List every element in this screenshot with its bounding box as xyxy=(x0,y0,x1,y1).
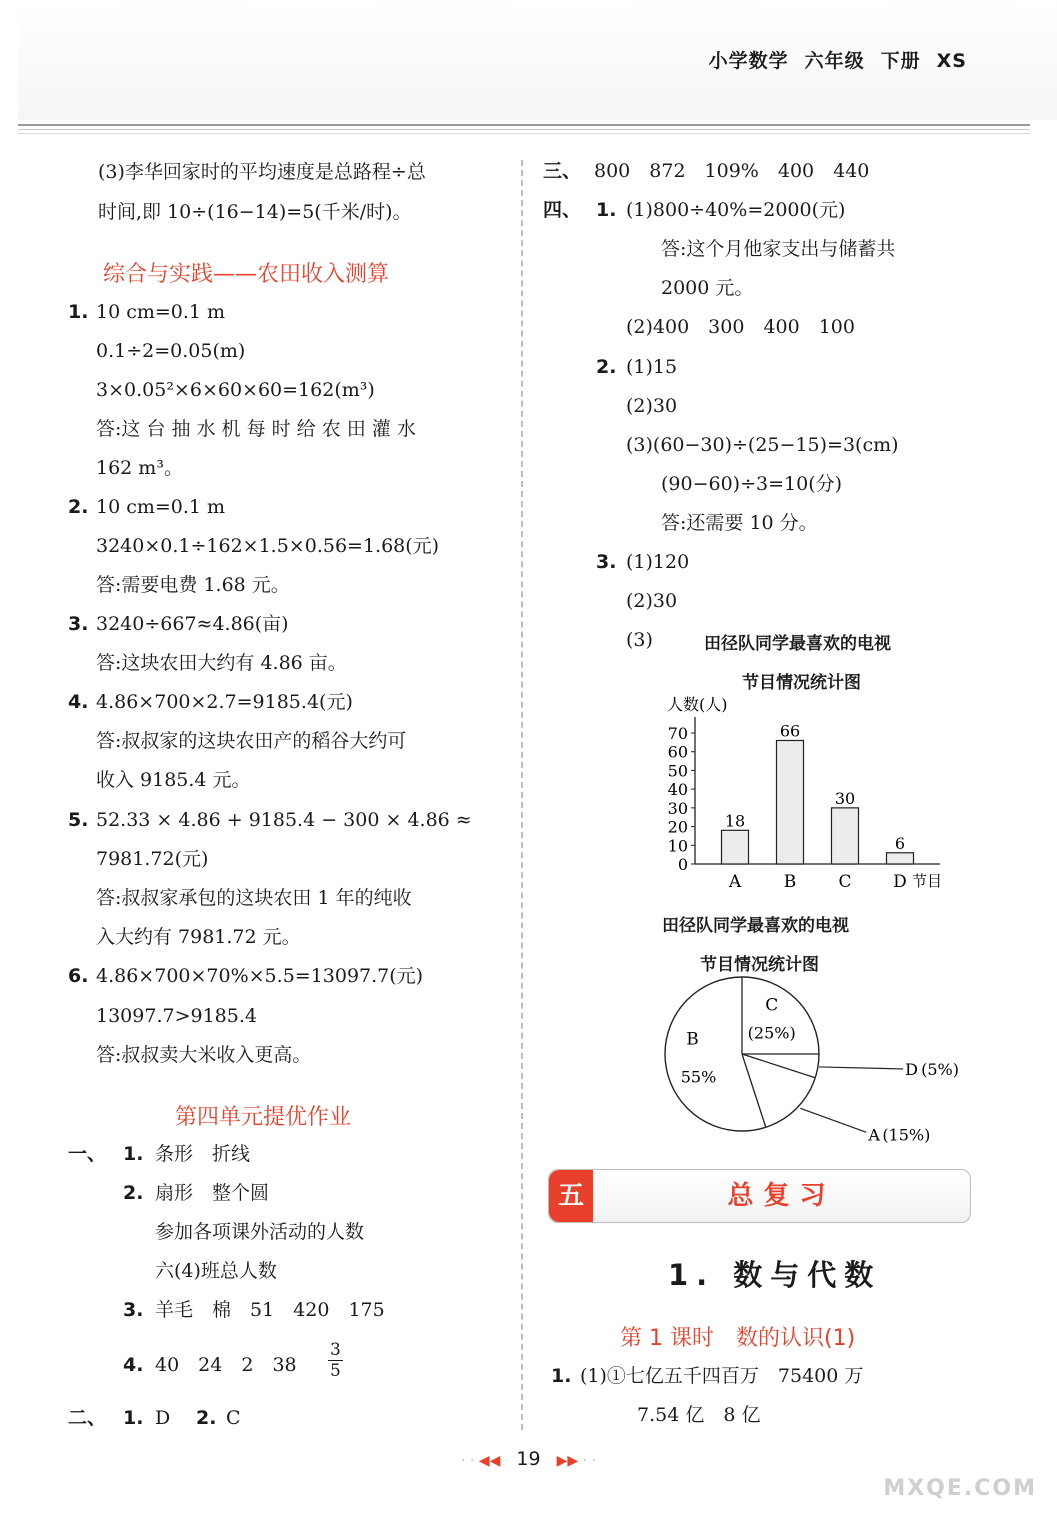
q2-answer: 答:需要电费 1.68 元。 xyxy=(96,574,290,596)
r3-line: (1)120 xyxy=(626,551,690,573)
r1-answer: 答:这个月他家支出与储蓄共 xyxy=(661,238,896,260)
topic-title: 1. 数与代数 xyxy=(668,1258,882,1292)
l1-line: (1)①七亿五千四百万 75400 万 xyxy=(580,1365,864,1387)
r2-line: (1)15 xyxy=(626,356,678,378)
y-tick-label: 50 xyxy=(667,761,688,781)
q2-line: 3240×0.1÷162×1.5×0.56=1.68(元) xyxy=(96,535,440,557)
part3-label: 三、 xyxy=(543,160,582,182)
q1-answer: 162 m³。 xyxy=(96,457,183,479)
part1-q4-text: 40 24 2 38 xyxy=(155,1354,297,1376)
pie-chart-title: 田径队同学最喜欢的电视 xyxy=(662,916,849,936)
q1-line: 10 cm=0.1 m xyxy=(96,301,226,323)
l1-line: 7.54 亿 8 亿 xyxy=(637,1404,761,1426)
q4-answer: 收入 9185.4 元。 xyxy=(96,769,251,791)
y-tick-label: 40 xyxy=(667,780,688,800)
pie-pct-b: 55% xyxy=(680,1067,717,1087)
pie-pct-a: (15%) xyxy=(882,1125,931,1145)
q4-line: 4.86×700×2.7=9185.4(元) xyxy=(96,691,353,713)
part1-item-number: 2. xyxy=(123,1182,144,1204)
q5-line: 52.33 × 4.86 + 9185.4 − 300 × 4.86 ≈ xyxy=(96,809,472,831)
chapter-banner xyxy=(548,1169,971,1223)
section-title-practice: 综合与实践——农田收入测算 xyxy=(103,262,390,287)
y-tick-label: 30 xyxy=(667,798,688,818)
q5-line: 7981.72(元) xyxy=(96,848,209,870)
y-tick-label: 60 xyxy=(667,742,688,762)
part2-label: 二、 xyxy=(68,1407,107,1429)
prev-dots: · · xyxy=(461,1453,479,1469)
r3-line: (3) xyxy=(626,629,653,651)
bar xyxy=(887,853,914,864)
intro-line-1: (3)李华回家时的平均速度是总路程÷总 xyxy=(98,161,426,183)
x-tick-label: A xyxy=(728,872,742,892)
header-rule-2 xyxy=(18,129,1030,130)
part1-item-text: 扇形 整个圆 xyxy=(155,1182,270,1204)
bar-value-label: 18 xyxy=(724,811,746,831)
bar xyxy=(832,808,859,864)
q2-number: 2. xyxy=(68,496,89,518)
pie-label-d: D xyxy=(905,1059,918,1079)
l1-number: 1. xyxy=(551,1365,572,1387)
pie-chart-subtitle: 节目情况统计图 xyxy=(700,955,819,975)
q5-answer: 入大约有 7981.72 元。 xyxy=(96,926,301,948)
q4-number: 4. xyxy=(68,691,89,713)
r3-line: (2)30 xyxy=(626,590,678,612)
pie-chart xyxy=(655,970,960,1145)
fraction xyxy=(328,1340,343,1381)
x-tick-label: C xyxy=(838,872,852,892)
r1-number: 1. xyxy=(596,199,617,221)
bar-chart-title: 田径队同学最喜欢的电视 xyxy=(704,634,891,654)
header-rule-3 xyxy=(18,133,1030,134)
q4-answer: 答:叔叔家的这块农田产的稻谷大约可 xyxy=(96,730,407,752)
x-axis-label: 节目 xyxy=(912,872,943,890)
q5-number: 5. xyxy=(68,809,89,831)
section-title-unit4: 第四单元提优作业 xyxy=(175,1105,352,1130)
header-rule xyxy=(18,124,1030,126)
header-subject: 小学数学 xyxy=(708,50,789,72)
r2-line: (90−60)÷3=10(分) xyxy=(661,473,843,495)
bar-chart xyxy=(655,690,955,895)
bar xyxy=(722,830,749,864)
r2-answer: 答:还需要 10 分。 xyxy=(661,512,818,534)
chapter-title: 总复习 xyxy=(727,1181,836,1211)
part2-number: 1. xyxy=(123,1407,144,1429)
part1-item-text: 六(4)班总人数 xyxy=(155,1260,277,1282)
fraction-denominator: 5 xyxy=(330,1361,341,1381)
r2-line: (2)30 xyxy=(626,395,678,417)
part1-item-text: 羊毛 棉 51 420 175 xyxy=(155,1299,385,1321)
q1-line: 0.1÷2=0.05(m) xyxy=(96,340,246,362)
q6-line: 13097.7>9185.4 xyxy=(96,1005,257,1027)
part3-answers: 800 872 109% 400 440 xyxy=(594,160,870,182)
part1-item-text: 条形 折线 xyxy=(155,1143,251,1165)
next-arrow-icon: ▶▶ xyxy=(556,1453,579,1469)
part2-answer: D xyxy=(155,1407,171,1429)
r1-answer: 2000 元。 xyxy=(661,277,754,299)
q3-line: 3240÷667≈4.86(亩) xyxy=(96,613,289,635)
part1-label: 一、 xyxy=(68,1143,107,1165)
pie-label-c: C xyxy=(765,995,779,1016)
header-edition: XS xyxy=(936,50,967,72)
q5-answer: 答:叔叔家承包的这块农田 1 年的纯收 xyxy=(96,887,412,909)
r1-line: (2)400 300 400 100 xyxy=(626,316,855,338)
lesson-title: 第 1 课时 数的认识(1) xyxy=(620,1326,856,1351)
pie-label-b: B xyxy=(686,1029,699,1050)
q3-number: 3. xyxy=(68,613,89,635)
page-header xyxy=(18,0,1057,120)
part1-item-text: 参加各项课外活动的人数 xyxy=(155,1221,365,1243)
watermark: MXQE.COM xyxy=(883,1476,1037,1501)
header-volume: 下册 xyxy=(880,50,921,72)
prev-arrow-icon: ◀◀ xyxy=(478,1453,501,1469)
q1-answer: 答:这 台 抽 水 机 每 时 给 农 田 灌 水 xyxy=(96,418,416,440)
r2-line: (3)(60−30)÷(25−15)=3(cm) xyxy=(626,434,899,456)
fraction-numerator: 3 xyxy=(330,1340,341,1360)
bar-value-label: 30 xyxy=(834,788,856,808)
x-tick-label: B xyxy=(783,872,797,892)
r2-number: 2. xyxy=(596,356,617,378)
y-tick-label: 20 xyxy=(667,817,688,837)
r1-line: (1)800÷40%=2000(元) xyxy=(626,199,846,221)
q3-answer: 答:这块农田大约有 4.86 亩。 xyxy=(96,652,347,674)
q6-number: 6. xyxy=(68,965,89,987)
page-footer xyxy=(0,1448,1057,1470)
header-grade: 六年级 xyxy=(804,50,865,72)
x-tick-label: D xyxy=(893,872,907,892)
r3-number: 3. xyxy=(596,551,617,573)
pie-pct-d: (5%) xyxy=(921,1059,960,1079)
bar-value-label: 66 xyxy=(779,721,801,741)
part2-number: 2. xyxy=(196,1407,217,1429)
pie-pointer-d xyxy=(819,1067,903,1069)
chapter-number: 五 xyxy=(549,1170,593,1222)
bar-value-label: 6 xyxy=(894,833,906,853)
y-tick-label: 10 xyxy=(667,836,688,856)
page-number: 19 xyxy=(516,1448,541,1470)
q2-line: 10 cm=0.1 m xyxy=(96,496,226,518)
bar-chart-subtitle: 节目情况统计图 xyxy=(742,673,861,693)
pie-pct-c: (25%) xyxy=(747,1023,796,1043)
column-divider xyxy=(521,160,523,1430)
bar xyxy=(777,740,804,864)
y-tick-label: 70 xyxy=(667,724,688,743)
part4-label: 四、 xyxy=(543,199,582,221)
intro-line-2: 时间,即 10÷(16−14)=5(千米/时)。 xyxy=(98,201,412,223)
pie-pointer-a xyxy=(800,1108,866,1132)
q6-line: 4.86×700×70%×5.5=13097.7(元) xyxy=(96,965,424,987)
part1-item-number: 3. xyxy=(123,1299,144,1321)
y-axis-label: 人数(人) xyxy=(667,695,728,714)
part2-answer: C xyxy=(226,1407,241,1429)
header-title xyxy=(693,46,967,73)
q1-line: 3×0.05²×6×60×60=162(m³) xyxy=(96,379,375,401)
pie-label-a: A xyxy=(868,1125,880,1145)
part1-q4-number: 4. xyxy=(123,1354,144,1376)
q6-answer: 答:叔叔卖大米收入更高。 xyxy=(96,1044,312,1066)
next-dots: · · xyxy=(578,1453,596,1469)
q1-number: 1. xyxy=(68,301,89,323)
part1-item-number: 1. xyxy=(123,1143,144,1165)
y-tick-label: 0 xyxy=(677,855,688,874)
